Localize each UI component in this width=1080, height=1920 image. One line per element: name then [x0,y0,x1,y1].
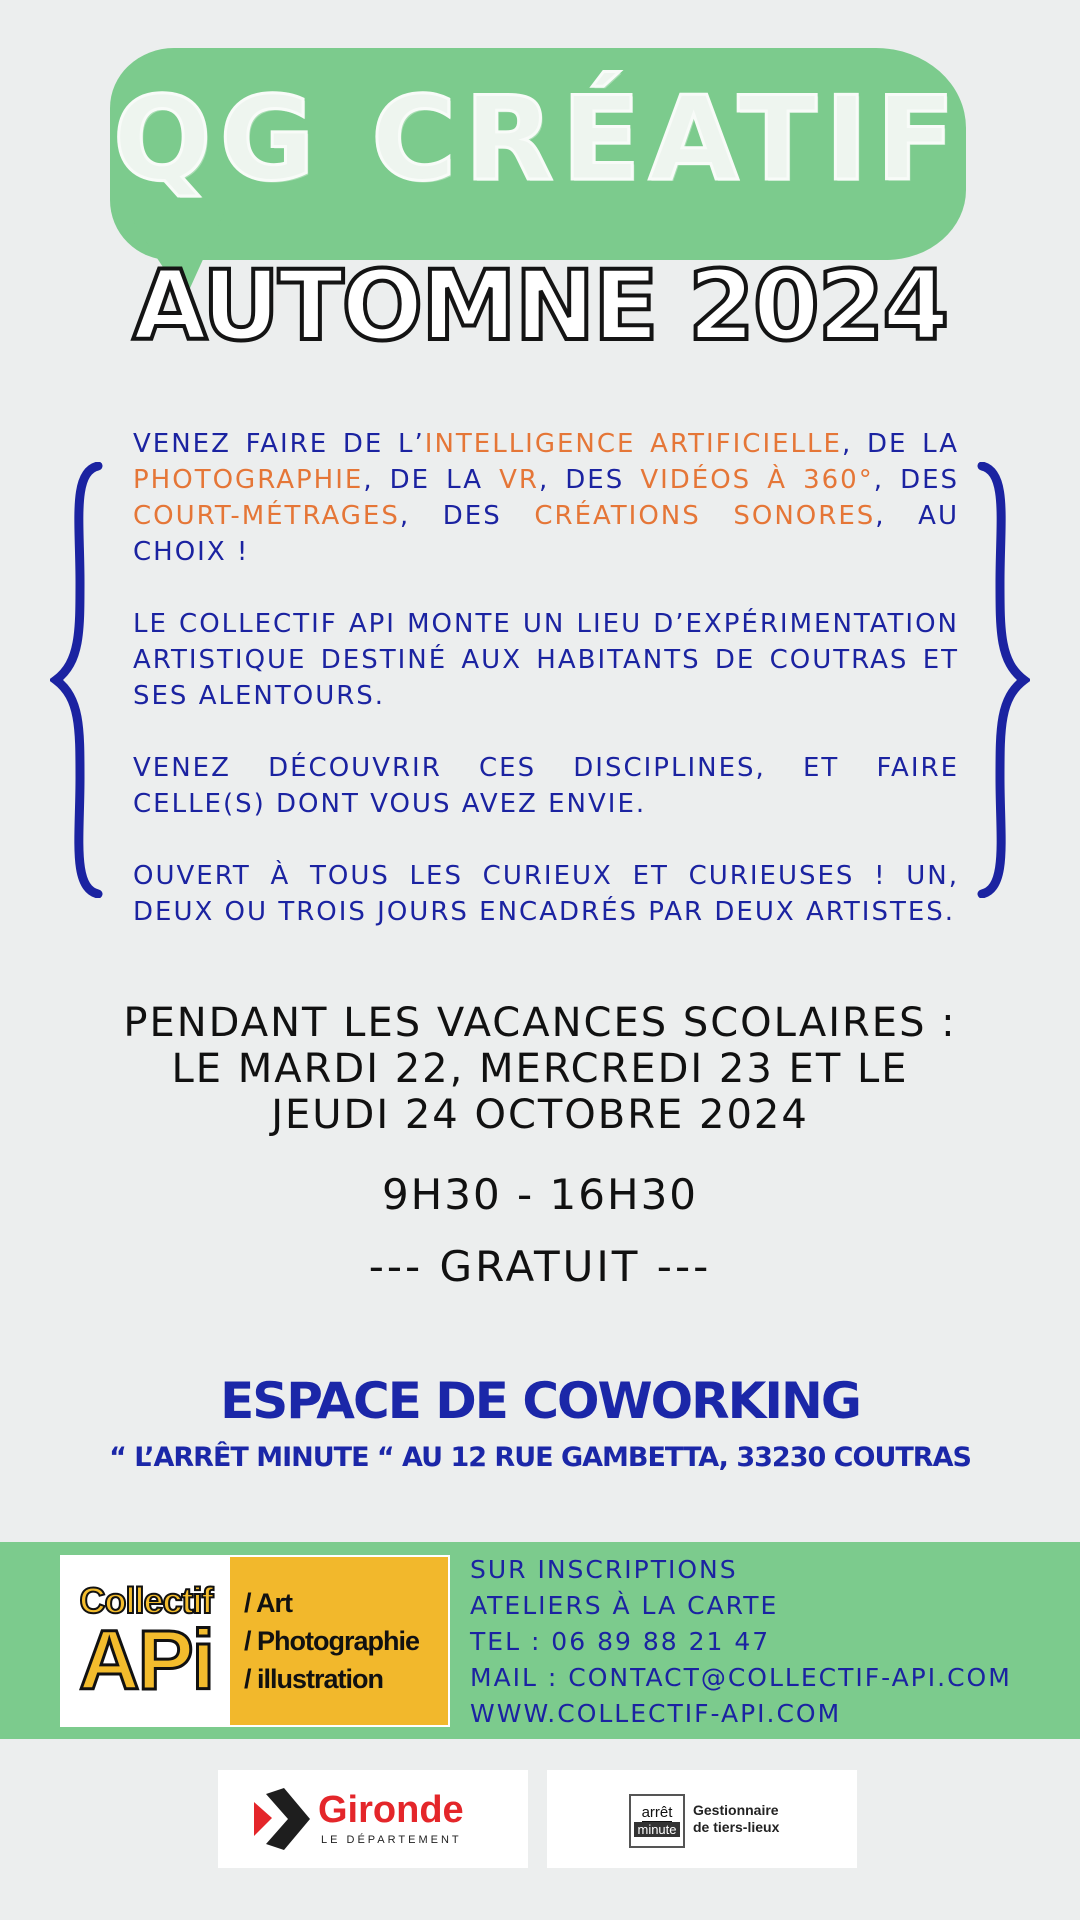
price-label: --- GRATUIT --- [368,1242,712,1291]
intro-paragraph-disciplines [133,426,959,570]
gironde-partner-logo [218,1770,528,1868]
intro-text-segment: , DE LA [841,429,959,459]
arret-logo-bottom: minute [634,1822,679,1837]
highlighted-discipline: INTELLIGENCE ARTIFICIELLE [424,429,842,459]
collectif-api-wordmark [62,1557,230,1725]
poster-subtitle: AUTOMNE 2024 [132,250,948,362]
contact-phone[interactable]: TEL : 06 89 88 21 47 [470,1627,771,1656]
arret-minute-tagline [693,1802,779,1836]
intro-text-segment: , DES [873,465,960,495]
intro-paragraph-open: OUVERT À TOUS LES CURIEUX ET CURIEUSES ! UN, DEUX OU TROIS JOURS ENCADRÉS PAR DEUX ARTISTES. [133,861,959,927]
logo-collectif-text: Collectif [79,1580,213,1621]
contact-website[interactable]: WWW.COLLECTIF-API.COM [470,1699,842,1728]
intro-paragraph-collectif: LE COLLECTIF API MONTE UN LIEU D’EXPÉRIMENTATION ARTISTIQUE DESTINÉ AUX HABITANTS DE COUTRAS ET SES ALENTOURS. [133,609,959,711]
venue-address: “ L’ARRÊT MINUTE “ AU 12 RUE GAMBETTA, 33230 COUTRAS [109,1442,971,1473]
highlighted-discipline: VIDÉOS À 360° [640,465,874,495]
intro-text-segment: , DES [399,501,535,531]
intro-text-segment: , AU CHOIX ! [133,501,959,567]
intro-paragraph-discover: VENEZ DÉCOUVRIR CES DISCIPLINES, ET FAIRE CELLE(S) DONT VOUS AVEZ ENVIE. [133,753,959,819]
arret-minute-icon [629,1794,685,1848]
contact-registration: SUR INSCRIPTIONS [470,1555,738,1584]
intro-text-segment: VENEZ FAIRE DE L’ [133,429,425,459]
schedule-line: PENDANT LES VACANCES SCOLAIRES : [123,1000,957,1046]
schedule-hours: 9H30 - 16H30 [381,1170,699,1219]
venue-title: ESPACE DE COWORKING [220,1372,860,1430]
gironde-name: Gironde [318,1789,464,1831]
intro-text-segment: , DES [538,465,641,495]
highlighted-discipline: CRÉATIONS SONORES [534,501,876,531]
schedule-line: LE MARDI 22, MERCREDI 23 ET LE [171,1046,909,1092]
logo-api-text: APi [78,1613,214,1707]
highlighted-discipline: PHOTOGRAPHIE [133,465,364,495]
contact-email[interactable]: MAIL : CONTACT@COLLECTIF-API.COM [470,1663,1012,1692]
highlighted-discipline: COURT-MÉTRAGES [133,501,400,531]
logo-disciplines [230,1557,448,1725]
arret-logo-top: arrêt [641,1804,673,1821]
logo-discipline-item: / Art [244,1588,292,1618]
logo-discipline-item: / illustration [244,1664,384,1694]
schedule-line: JEUDI 24 OCTOBRE 2024 [271,1092,809,1138]
arret-tagline-line: de tiers-lieux [693,1819,780,1835]
left-brace-icon [50,462,110,898]
contact-info [470,1552,1070,1732]
logo-discipline-item: / Photographie [244,1626,419,1656]
gironde-subtitle: LE DÉPARTEMENT [321,1834,462,1846]
highlighted-discipline: VR [499,465,539,495]
arret-minute-partner-logo [547,1770,857,1868]
gironde-chevron-icon [254,1788,312,1850]
intro-text [133,426,959,930]
contact-workshops: ATELIERS À LA CARTE [470,1591,779,1620]
schedule-dates [100,1000,980,1138]
right-brace-icon [970,462,1030,898]
intro-text-segment: , DE LA [363,465,500,495]
collectif-api-logo [60,1555,450,1727]
arret-tagline-line: Gestionnaire [693,1802,779,1818]
poster-title: QG CRÉATIF [112,72,964,207]
